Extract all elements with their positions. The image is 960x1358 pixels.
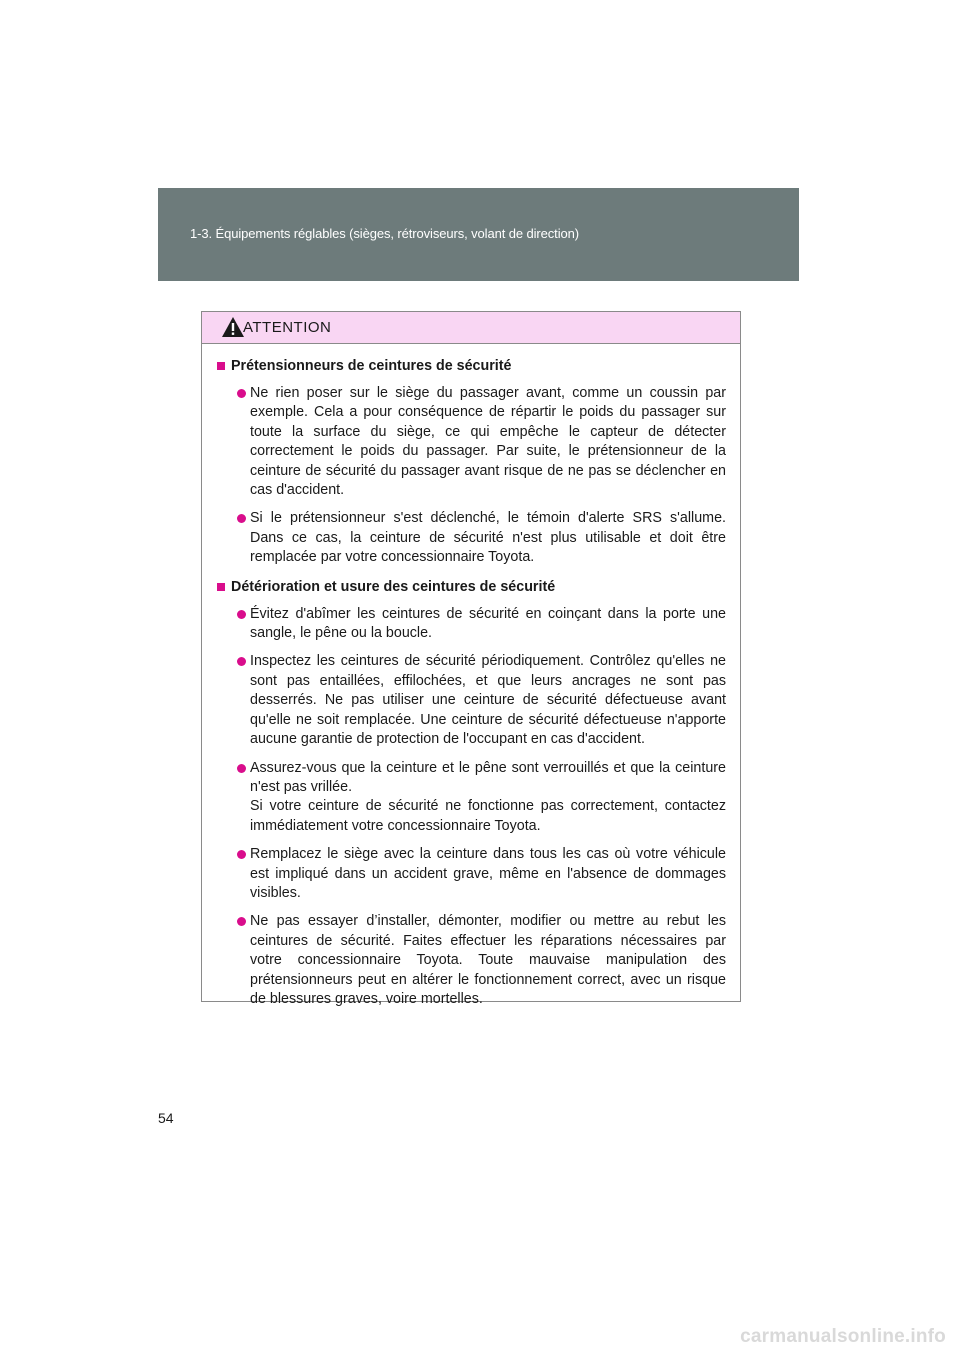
round-bullet-icon <box>237 764 246 773</box>
list-item-text: Inspectez les ceintures de sécurité périodiquement. Contrôlez qu'elles ne sont pas entaillées, effilochées, et que leurs ancrages ne sont pas desserrés. Ne pas utiliser une ceinture de sécurité défectueuse avant qu'elle ne soit remplacée. Une ceinture de sécurité défectueuse n'apporte aucune garantie de protection de l'occupant en cas d'accident. <box>250 653 726 748</box>
page-number: 54 <box>158 1110 174 1126</box>
list-item <box>217 845 726 903</box>
attention-body <box>202 344 740 1009</box>
round-bullet-icon <box>237 389 246 398</box>
list-item-followup-text: Si votre ceinture de sécurité ne fonctionne pas correctement, contactez immédiatement votre concessionnaire Toyota. <box>250 798 726 834</box>
list-item-text: Assurez-vous que la ceinture et le pêne sont verrouillés et que la ceinture n'est pas vrillée. <box>250 759 726 795</box>
attention-header <box>202 312 740 344</box>
list-item-text: Évitez d'abîmer les ceintures de sécurité en coinçant dans la porte une sangle, le pêne ou la boucle. <box>250 605 726 642</box>
section-heading-text: Détérioration et usure des ceintures de sécurité <box>231 578 556 595</box>
attention-box <box>201 311 741 1007</box>
square-bullet-icon <box>217 362 225 370</box>
round-bullet-icon <box>237 657 246 666</box>
round-bullet-icon <box>237 850 246 859</box>
list-item <box>217 652 726 749</box>
chapter-header-bar <box>158 188 799 281</box>
round-bullet-icon <box>237 514 246 523</box>
warning-triangle-icon <box>221 316 245 338</box>
list-item-text: Ne rien poser sur le siège du passager avant, comme un coussin par exemple. Cela a pour conséquence de répartir le poids du passager sur toute la surface du siège, ce qui empêche le capteur de détecter correctement le poids du passager. Par suite, le prétensionneur de la ceinture de sécurité du passager avant risque de ne pas se déclencher en cas d'accident. <box>250 385 726 499</box>
list-item <box>217 605 726 644</box>
round-bullet-icon <box>237 917 246 926</box>
list-item-text: Remplacez le siège avec la ceinture dans tous les cas où votre véhicule est impliqué dans un accident grave, même en l'absence de dommages visibles. <box>250 846 726 901</box>
list-item <box>217 759 726 837</box>
square-bullet-icon <box>217 583 225 591</box>
list-item <box>217 912 726 1009</box>
section-heading-text: Prétensionneurs de ceintures de sécurité <box>231 358 512 374</box>
chapter-title: 1-3. Équipements réglables (sièges, rétroviseurs, volant de direction) <box>190 226 579 241</box>
list-item <box>217 509 726 567</box>
list-item-text: Ne pas essayer d’installer, démonter, modifier ou mettre au rebut les ceintures de sécurité. Faites effectuer les réparations nécessaires par votre concessionnaire Toyota. Toute mauvaise manipulation des prétensionneurs peut en altérer le fonctionnement correct, avec un risque de blessures graves, voire mortelles. <box>250 913 726 1007</box>
watermark: carmanualsonline.info <box>740 1326 946 1347</box>
round-bullet-icon <box>237 610 246 619</box>
section-heading <box>217 577 726 597</box>
section-heading <box>217 356 726 376</box>
attention-label: ATTENTION <box>243 319 332 336</box>
list-item-text: Si le prétensionneur s'est déclenché, le témoin d'alerte SRS s'allume. Dans ce cas, la ceinture de sécurité n'est plus utilisable et doit être remplacée par votre concessionnaire Toyota. <box>250 510 726 566</box>
list-item <box>217 384 726 500</box>
